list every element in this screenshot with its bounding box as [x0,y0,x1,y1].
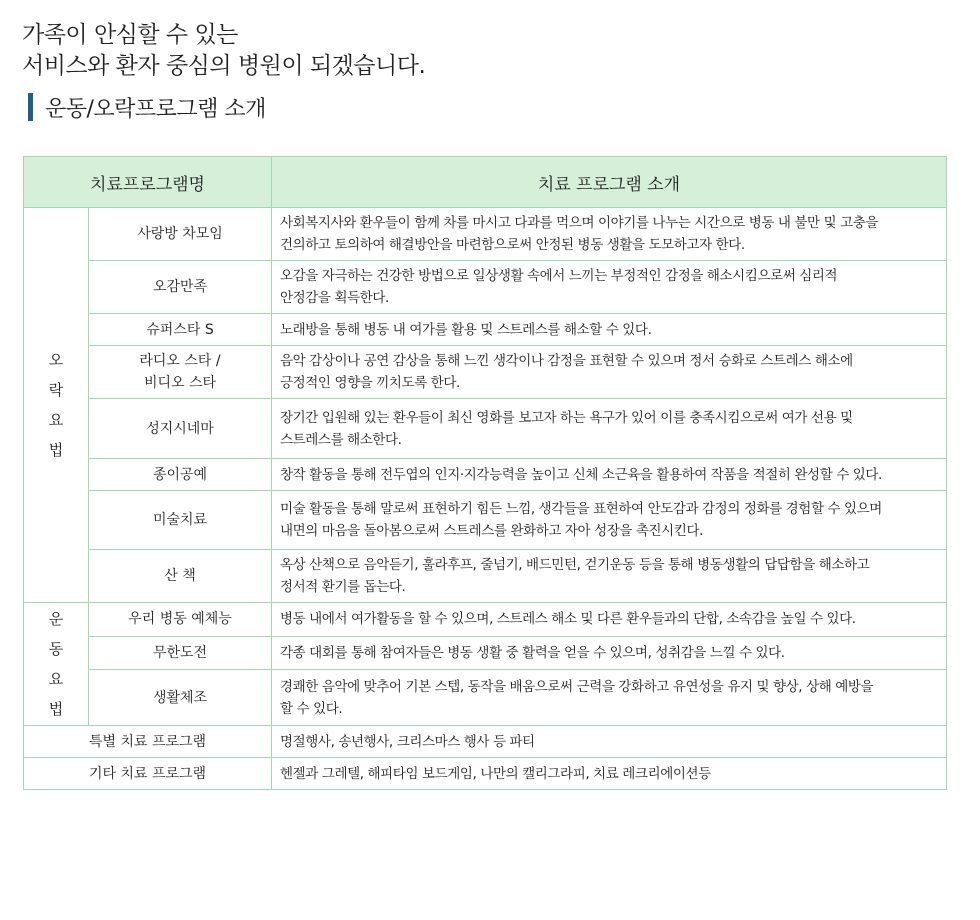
category-char: 락 [48,381,64,399]
program-description-line: 오감을 자극하는 건강한 방법으로 일상생활 속에서 느끼는 부정적인 감정을 해소시킴으로써 심리적 [280,268,838,284]
program-description-line: 장기간 입원해 있는 환우들이 최신 영화를 보고자 하는 욕구가 있어 이를 충족시킴으로써 여가 선용 및 [280,409,853,426]
category-char: 법 [48,441,64,459]
program-description-line: 내면의 마음을 돌아봄으로써 스트레스를 완화하고 자아 성장을 촉진시킨다. [280,523,704,539]
program-description-cell [272,459,947,491]
program-name: 성지시네마 [146,420,214,437]
table-row [24,399,947,459]
table-row [24,636,947,670]
program-description-cell [272,670,947,726]
program-description-cell [272,550,947,603]
table-row [24,670,947,726]
program-description: 헨젤과 그레텔, 해피타임 보드게임, 나만의 캘리그라피, 치료 레크리에이션등 [272,758,947,790]
table-header-row [24,157,947,208]
table-row [24,550,947,603]
table-row [24,314,947,346]
intro-line-2: 서비스와 환자 중심의 병원이 되겠습니다. [22,53,426,79]
program-description-line: 각종 대회를 통해 참여자들은 병동 생활 중 활력을 얻을 수 있으며, 성취감을 느낄 수 있다. [280,644,785,661]
category-cell [24,603,89,726]
program-description-line: 음악 감상이나 공연 감상을 통해 느낀 생각이나 감정을 표현할 수 있으며 정서 승화로 스트레스 해소에 [280,353,853,369]
program-description-cell [272,399,947,459]
category-char: 동 [48,640,64,658]
program-description-line: 건의하고 토의하여 해결방안을 마련함으로써 안정된 병동 생활을 도모하고자 한다. [280,237,745,253]
category-char: 운 [48,610,64,628]
category-char: 법 [48,700,64,718]
program-description-line: 노래방을 통해 병동 내 여가를 활용 및 스트레스를 해소할 수 있다. [280,321,652,338]
intro-line-1: 가족이 안심할 수 있는 [22,22,238,48]
program-name-cell [89,636,272,670]
table-row [24,726,947,758]
program-name-cell [89,261,272,314]
program-description-cell [272,603,947,637]
table-row [24,459,947,491]
program-name-cell [89,208,272,261]
program-name-cell [89,603,272,637]
program-description-cell [272,346,947,399]
program-description-cell [272,491,947,550]
program-name: 생활체조 [152,689,208,706]
category-char: 요 [48,670,64,688]
intro-text [22,20,425,82]
program-name: 사랑방 차모임 [137,226,223,242]
program-name: 미술치료 [152,512,208,528]
header-program-intro: 치료 프로그램 소개 [272,157,947,208]
program-description-cell [272,314,947,346]
program-name: 산 책 [164,568,196,584]
program-name: 오감만족 [152,279,208,295]
program-description-cell [272,636,947,670]
program-name-cell [89,459,272,491]
category-cell [24,208,89,603]
program-description-line: 할 수 있다. [280,700,343,717]
header-program-name: 치료프로그램명 [24,157,272,208]
program-description-line: 경쾌한 음악에 맞추어 기본 스텝, 동작을 배움으로써 근력을 강화하고 유연성을 유지 및 향상, 상해 예방을 [280,678,874,695]
table-row [24,603,947,637]
program-description: 명절행사, 송년행사, 크리스마스 행사 등 파티 [272,726,947,758]
table-row [24,491,947,550]
program-name: 기타 치료 프로그램 [24,758,272,790]
program-description-line: 병동 내에서 여가활동을 할 수 있으며, 스트레스 해소 및 다른 환우들과의 단합, 소속감을 높일 수 있다. [280,611,856,628]
program-table [23,156,947,790]
program-name: 무한도전 [152,644,208,661]
program-name-cell [89,314,272,346]
program-name: 우리 병동 예체능 [128,611,232,628]
section-title-text: 운동/오락프로그램 소개 [45,96,266,122]
program-description-line: 옥상 산책으로 음악듣기, 훌라후프, 줄넘기, 배드민턴, 걷기운동 등을 통해 병동생활의 답답함을 해소하고 [280,557,870,573]
program-name-cell [89,399,272,459]
title-accent-bar [28,93,33,121]
program-name-cell [89,670,272,726]
program-description-cell [272,261,947,314]
program-name-cell [89,550,272,603]
program-description-line: 긍정적인 영향을 끼치도록 한다. [280,375,460,391]
table-row [24,346,947,399]
category-char: 오 [48,351,64,369]
program-description-line: 안정감을 획득한다. [280,290,389,306]
program-description-line: 정서적 환기를 돕는다. [280,579,406,595]
program-description-line: 사회복지사와 환우들이 함께 차를 마시고 다과를 먹으며 이야기를 나누는 시간으로 병동 내 불만 및 고충을 [280,215,879,231]
program-description-line: 스트레스를 해소한다. [280,431,402,448]
program-name: 특별 치료 프로그램 [24,726,272,758]
program-description-line: 미술 활동을 통해 말로써 표현하기 힘든 느낌, 생각들을 표현하여 안도감과 감정의 정화를 경험할 수 있으며 [280,501,882,517]
section-title [28,92,266,122]
program-description-line: 창작 활동을 통해 전두엽의 인지·지각능력을 높이고 신체 소근육을 활용하여 작품을 적절히 완성할 수 있다. [280,466,882,483]
program-name: 라디오 스타 / [139,353,221,369]
table-row [24,208,947,261]
program-name-cell [89,346,272,399]
program-name: 슈퍼스타 S [146,321,214,338]
table-row [24,261,947,314]
program-description-cell [272,208,947,261]
program-name-cell [89,491,272,550]
program-name: 종이공예 [152,466,208,483]
category-char: 요 [48,411,64,429]
program-name: 비디오 스타 [143,375,217,391]
table-row [24,758,947,790]
